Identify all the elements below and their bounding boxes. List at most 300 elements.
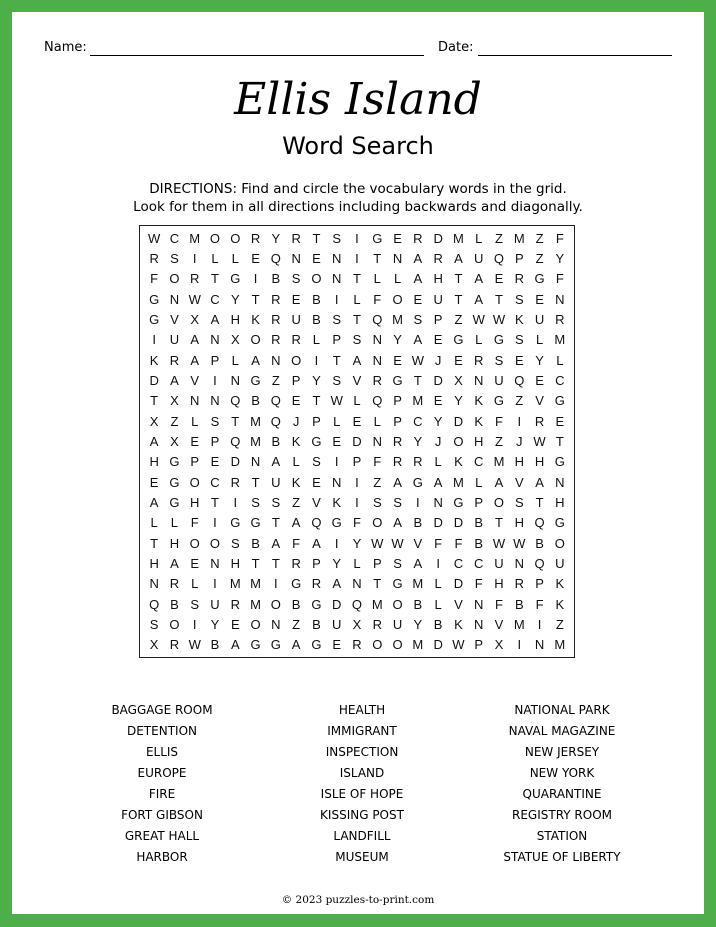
grid-letter[interactable]: I [253,271,258,287]
grid-letter[interactable]: V [413,535,423,551]
grid-letter[interactable]: N [271,352,281,368]
grid-letter[interactable]: R [555,311,565,327]
grid-letter[interactable]: D [433,372,443,388]
grid-letter[interactable]: E [312,474,321,490]
grid-letter[interactable]: S [372,494,382,510]
grid-letter[interactable]: A [393,474,402,490]
grid-letter[interactable]: Q [372,311,383,327]
grid-letter[interactable]: R [433,250,443,266]
grid-letter[interactable]: H [534,454,545,470]
grid-letter[interactable]: P [393,393,402,409]
grid-letter[interactable]: T [495,291,503,307]
grid-letter[interactable]: Q [149,596,160,612]
grid-letter[interactable]: L [434,596,442,612]
grid-letter[interactable]: D [230,454,240,470]
grid-letter[interactable]: I [192,250,197,266]
grid-letter[interactable]: G [311,596,322,612]
grid-letter[interactable]: V [535,393,544,409]
grid-letter[interactable]: I [334,291,339,307]
grid-letter[interactable]: T [251,474,260,490]
grid-letter[interactable]: R [291,555,301,571]
grid-letter[interactable]: E [494,271,504,287]
grid-letter[interactable]: W [411,352,424,368]
grid-letter[interactable]: A [271,535,281,551]
grid-letter[interactable]: T [454,291,463,307]
grid-letter[interactable]: E [535,291,544,307]
grid-letter[interactable]: B [251,535,260,551]
grid-letter[interactable]: N [210,555,220,571]
grid-letter[interactable]: A [413,555,423,571]
grid-letter[interactable]: U [332,616,342,632]
grid-letter[interactable]: U [494,555,504,571]
grid-letter[interactable]: S [494,352,504,368]
grid-letter[interactable]: G [250,637,261,653]
grid-letter[interactable]: P [535,576,544,592]
grid-letter[interactable]: F [353,515,361,531]
grid-letter[interactable]: S [332,372,342,388]
grid-letter[interactable]: F [373,454,382,470]
grid-letter[interactable]: T [271,515,280,531]
grid-letter[interactable]: Z [535,230,544,246]
grid-letter[interactable]: M [493,454,505,470]
grid-letter[interactable]: R [372,372,382,388]
grid-letter[interactable]: C [210,474,220,490]
grid-letter[interactable]: J [434,352,442,368]
grid-letter[interactable]: A [271,454,281,470]
grid-letter[interactable]: O [169,616,180,632]
grid-letter[interactable]: K [514,311,524,327]
grid-letter[interactable]: K [454,616,463,632]
grid-letter[interactable]: N [555,291,565,307]
grid-letter[interactable]: M [412,393,424,409]
grid-letter[interactable]: G [311,433,322,449]
grid-letter[interactable]: R [413,230,423,246]
grid-letter[interactable]: A [474,291,484,307]
grid-letter[interactable]: E [454,352,463,368]
grid-letter[interactable]: Y [413,433,423,449]
grid-letter[interactable]: U [534,311,545,327]
grid-letter[interactable]: L [373,413,381,429]
grid-letter[interactable]: K [251,311,260,327]
grid-letter[interactable]: I [416,494,420,510]
grid-letter[interactable]: G [270,637,281,653]
grid-letter[interactable]: E [190,555,200,571]
grid-letter[interactable]: L [231,352,239,368]
grid-letter[interactable]: I [355,494,359,510]
grid-letter[interactable]: K [474,393,484,409]
grid-letter[interactable]: Q [534,515,545,531]
grid-letter[interactable]: G [169,454,180,470]
grid-letter[interactable]: H [433,271,443,287]
grid-letter[interactable]: L [170,515,179,531]
grid-letter[interactable]: W [371,535,384,551]
grid-letter[interactable]: R [392,454,403,470]
grid-letter[interactable]: G [554,393,565,409]
grid-letter[interactable]: E [291,291,301,307]
grid-letter[interactable]: G [331,515,342,531]
grid-letter[interactable]: O [554,535,565,551]
grid-letter[interactable]: P [210,352,220,368]
grid-letter[interactable]: S [170,250,179,266]
grid-letter[interactable]: I [334,454,339,470]
grid-letter[interactable]: L [333,413,341,429]
grid-letter[interactable]: I [213,515,217,531]
grid-letter[interactable]: H [230,311,240,327]
grid-letter[interactable]: X [352,616,362,632]
grid-letter[interactable]: A [190,332,200,348]
grid-letter[interactable]: G [453,332,464,348]
grid-letter[interactable]: H [169,535,180,551]
grid-letter[interactable]: O [230,230,241,246]
grid-letter[interactable]: R [413,454,423,470]
grid-letter[interactable]: D [453,413,464,429]
grid-letter[interactable]: T [251,291,260,307]
grid-letter[interactable]: K [555,596,565,612]
grid-letter[interactable]: N [534,637,545,653]
grid-letter[interactable]: G [311,637,322,653]
grid-letter[interactable]: R [474,352,484,368]
grid-letter[interactable]: L [475,474,483,490]
grid-letter[interactable]: M [250,596,261,612]
grid-letter[interactable]: T [373,250,382,266]
grid-letter[interactable]: N [190,393,200,409]
grid-letter[interactable]: M [513,616,525,632]
grid-letter[interactable]: O [311,271,322,287]
grid-letter[interactable]: S [291,271,301,287]
grid-letter[interactable]: P [433,311,443,327]
grid-letter[interactable]: Z [555,616,564,632]
grid-letter[interactable]: S [332,230,342,246]
grid-letter[interactable]: A [393,515,402,531]
grid-letter[interactable]: Q [534,555,545,571]
grid-letter[interactable]: I [213,372,217,388]
grid-letter[interactable]: Q [230,433,241,449]
grid-letter[interactable]: P [332,332,342,348]
grid-letter[interactable]: Q [493,250,505,266]
grid-letter[interactable]: A [413,271,423,287]
grid-letter[interactable]: B [474,515,484,531]
grid-letter[interactable]: T [271,555,280,571]
grid-letter[interactable]: G [493,332,505,348]
grid-letter[interactable]: Z [515,393,524,409]
grid-letter[interactable]: N [149,576,159,592]
grid-letter[interactable]: S [210,413,220,429]
grid-letter[interactable]: G [534,271,545,287]
grid-letter[interactable]: A [535,474,544,490]
grid-letter[interactable]: F [495,413,503,429]
grid-letter[interactable]: G [149,291,160,307]
grid-letter[interactable]: V [170,311,179,327]
grid-letter[interactable]: L [434,576,442,592]
grid-letter[interactable]: O [250,616,261,632]
grid-letter[interactable]: A [230,637,240,653]
grid-letter[interactable]: M [189,230,201,246]
grid-letter[interactable]: E [312,250,321,266]
grid-letter[interactable]: I [436,555,440,571]
grid-letter[interactable]: S [271,494,281,510]
grid-letter[interactable]: T [535,494,544,510]
grid-letter[interactable]: E [433,332,443,348]
grid-letter[interactable]: A [291,637,301,653]
grid-letter[interactable]: M [250,433,261,449]
grid-letter[interactable]: Y [535,352,544,368]
grid-letter[interactable]: G [554,515,565,531]
grid-letter[interactable]: T [332,352,341,368]
grid-letter[interactable]: E [555,413,565,429]
word-search-grid[interactable] [139,225,575,658]
grid-letter[interactable]: O [493,494,505,510]
date-field[interactable] [478,55,672,56]
grid-letter[interactable]: S [352,332,362,348]
grid-letter[interactable]: N [210,393,220,409]
grid-letter[interactable]: E [393,230,402,246]
grid-letter[interactable]: G [372,230,383,246]
grid-letter[interactable]: O [372,515,383,531]
grid-letter[interactable]: E [514,352,524,368]
grid-letter[interactable]: W [188,291,201,307]
grid-letter[interactable]: E [535,372,544,388]
grid-letter[interactable]: E [352,413,362,429]
grid-letter[interactable]: D [453,515,464,531]
grid-letter[interactable]: X [230,332,240,348]
grid-letter[interactable]: O [291,352,302,368]
grid-letter[interactable]: Z [454,311,463,327]
grid-letter[interactable]: L [191,576,199,592]
grid-letter[interactable]: Q [372,393,383,409]
grid-letter[interactable]: G [250,515,261,531]
grid-letter[interactable]: U [392,616,403,632]
grid-letter[interactable]: L [475,230,483,246]
grid-letter[interactable]: I [517,413,522,429]
grid-letter[interactable]: W [492,535,506,551]
grid-letter[interactable]: O [270,596,281,612]
grid-letter[interactable]: W [492,311,506,327]
grid-letter[interactable]: I [537,616,542,632]
grid-letter[interactable]: I [355,474,359,490]
grid-letter[interactable]: O [250,332,261,348]
grid-letter[interactable]: F [292,535,301,551]
grid-letter[interactable]: N [230,372,240,388]
grid-letter[interactable]: N [169,291,180,307]
grid-letter[interactable]: N [474,616,484,632]
grid-letter[interactable]: R [169,637,180,653]
grid-letter[interactable]: A [190,352,200,368]
grid-letter[interactable]: G [230,271,241,287]
grid-letter[interactable]: W [330,393,343,409]
grid-letter[interactable]: R [190,271,200,287]
grid-letter[interactable]: O [189,474,200,490]
grid-letter[interactable]: R [291,332,301,348]
grid-letter[interactable]: J [292,413,300,429]
grid-letter[interactable]: D [149,372,159,388]
grid-letter[interactable]: A [210,311,220,327]
grid-letter[interactable]: K [332,494,342,510]
grid-letter[interactable]: S [393,494,402,510]
grid-letter[interactable]: C [413,413,423,429]
grid-letter[interactable]: T [413,372,422,388]
grid-letter[interactable]: A [170,372,179,388]
grid-letter[interactable]: M [453,230,464,246]
grid-letter[interactable]: H [149,555,159,571]
grid-letter[interactable]: Z [271,372,280,388]
grid-letter[interactable]: S [413,311,423,327]
grid-letter[interactable]: T [312,230,321,246]
grid-letter[interactable]: X [454,372,463,388]
grid-letter[interactable]: P [352,454,362,470]
grid-letter[interactable]: W [188,637,201,653]
grid-letter[interactable]: F [150,271,159,287]
grid-letter[interactable]: L [231,250,239,266]
grid-letter[interactable]: I [233,494,238,510]
grid-letter[interactable]: F [555,230,564,246]
grid-letter[interactable]: L [353,291,361,307]
grid-letter[interactable]: N [352,576,362,592]
grid-letter[interactable]: A [413,250,423,266]
grid-letter[interactable]: A [494,474,504,490]
grid-letter[interactable]: Y [454,393,463,409]
grid-letter[interactable]: Y [332,555,342,571]
grid-letter[interactable]: P [210,433,220,449]
grid-letter[interactable]: B [474,535,484,551]
grid-letter[interactable]: N [332,474,342,490]
grid-letter[interactable]: H [149,454,159,470]
grid-letter[interactable]: A [170,555,179,571]
grid-letter[interactable]: O [169,271,180,287]
grid-letter[interactable]: X [170,433,179,449]
grid-letter[interactable]: B [251,393,260,409]
grid-letter[interactable]: S [332,311,342,327]
grid-letter[interactable]: I [517,637,522,653]
grid-letter[interactable]: Y [352,535,362,551]
grid-letter[interactable]: M [554,332,566,348]
grid-letter[interactable]: N [210,332,220,348]
grid-letter[interactable]: H [514,454,524,470]
grid-letter[interactable]: P [291,372,301,388]
grid-letter[interactable]: B [170,596,179,612]
grid-letter[interactable]: R [534,413,545,429]
grid-letter[interactable]: F [190,515,199,531]
grid-letter[interactable]: A [433,474,443,490]
grid-letter[interactable]: Z [170,413,179,429]
grid-letter[interactable]: O [209,230,221,246]
grid-letter[interactable]: B [514,596,524,612]
grid-letter[interactable]: O [189,535,200,551]
grid-letter[interactable]: R [230,596,240,612]
grid-letter[interactable]: M [250,413,261,429]
grid-letter[interactable]: P [312,413,321,429]
grid-letter[interactable]: U [169,332,180,348]
grid-letter[interactable]: O [392,637,403,653]
grid-letter[interactable]: W [148,230,161,246]
grid-letter[interactable]: W [513,535,526,551]
grid-letter[interactable]: Y [271,230,281,246]
grid-letter[interactable]: E [393,352,402,368]
grid-letter[interactable]: I [274,576,278,592]
grid-letter[interactable]: Y [433,413,443,429]
grid-letter[interactable]: V [454,596,463,612]
grid-letter[interactable]: D [433,637,443,653]
grid-letter[interactable]: M [392,311,403,327]
grid-letter[interactable]: T [353,271,361,287]
grid-letter[interactable]: F [474,576,483,592]
grid-letter[interactable]: N [474,596,484,612]
grid-letter[interactable]: N [271,616,281,632]
grid-letter[interactable]: K [555,576,565,592]
grid-letter[interactable]: R [169,576,180,592]
grid-letter[interactable]: V [190,372,200,388]
grid-letter[interactable]: G [392,372,403,388]
grid-letter[interactable]: Q [270,393,281,409]
grid-letter[interactable]: O [392,291,403,307]
grid-letter[interactable]: B [291,596,301,612]
grid-letter[interactable]: C [474,555,484,571]
grid-letter[interactable]: S [230,535,240,551]
grid-letter[interactable]: K [474,413,484,429]
grid-letter[interactable]: B [433,616,443,632]
grid-letter[interactable]: R [291,230,301,246]
grid-letter[interactable]: X [149,413,159,429]
grid-letter[interactable]: L [150,515,158,531]
grid-letter[interactable]: M [371,596,383,612]
grid-letter[interactable]: E [149,474,159,490]
grid-letter[interactable]: V [494,616,504,632]
grid-letter[interactable]: R [149,250,159,266]
grid-letter[interactable]: C [474,454,484,470]
grid-letter[interactable]: E [433,393,443,409]
grid-letter[interactable]: V [352,372,362,388]
grid-letter[interactable]: W [533,433,546,449]
grid-letter[interactable]: W [472,311,485,327]
grid-letter[interactable]: B [271,271,281,287]
grid-letter[interactable]: T [251,555,260,571]
grid-letter[interactable]: K [454,454,463,470]
grid-letter[interactable]: G [493,393,505,409]
grid-letter[interactable]: B [271,433,281,449]
grid-letter[interactable]: U [210,596,220,612]
grid-letter[interactable]: L [475,332,483,348]
grid-letter[interactable]: G [250,372,261,388]
grid-letter[interactable]: Y [210,616,220,632]
grid-letter[interactable]: Y [393,332,402,348]
grid-letter[interactable]: T [495,515,503,531]
grid-letter[interactable]: A [474,271,484,287]
grid-letter[interactable]: P [474,494,484,510]
grid-letter[interactable]: R [372,616,382,632]
grid-letter[interactable]: O [453,433,464,449]
grid-letter[interactable]: N [332,271,342,287]
grid-letter[interactable]: P [474,637,484,653]
grid-letter[interactable]: Y [230,291,240,307]
grid-letter[interactable]: P [372,555,382,571]
grid-letter[interactable]: N [372,433,382,449]
grid-letter[interactable]: P [393,413,402,429]
grid-letter[interactable]: P [190,454,200,470]
grid-letter[interactable]: F [555,271,564,287]
grid-letter[interactable]: H [230,555,240,571]
grid-letter[interactable]: B [210,637,220,653]
grid-letter[interactable]: Y [413,616,423,632]
grid-letter[interactable]: C [169,230,180,246]
grid-letter[interactable]: I [152,332,156,348]
grid-letter[interactable]: R [514,271,524,287]
grid-letter[interactable]: I [314,352,319,368]
grid-letter[interactable]: T [312,393,321,409]
grid-letter[interactable]: L [211,250,219,266]
grid-letter[interactable]: N [291,250,301,266]
grid-letter[interactable]: G [453,494,464,510]
grid-letter[interactable]: A [312,535,321,551]
grid-letter[interactable]: G [554,454,565,470]
